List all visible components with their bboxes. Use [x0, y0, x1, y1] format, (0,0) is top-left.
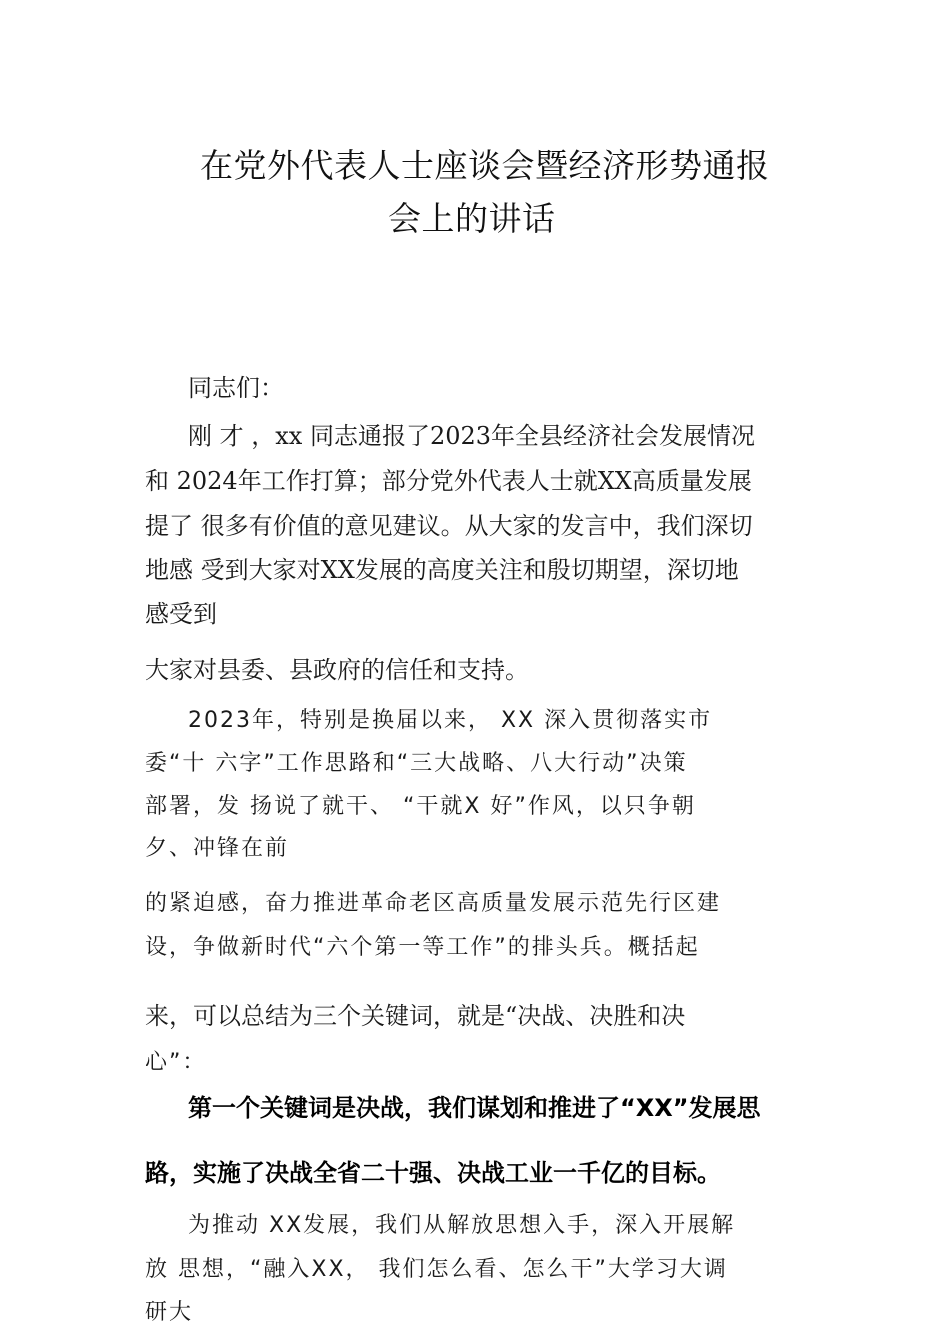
paragraph-line: 和 2024年工作打算；部分党外代表人士就XX高质量发展: [145, 467, 752, 495]
document-title-line-2: 会上的讲话: [388, 199, 556, 238]
paragraph-line: 夕、冲锋在前: [145, 836, 290, 861]
paragraph-line: 心”：: [145, 1050, 207, 1075]
paragraph-line: 2023年，特别是换届以来， XX 深入贯彻落实市: [188, 708, 713, 733]
paragraph-line: 放 思想，“融入XX， 我们怎么看、怎么干”大学习大调: [145, 1257, 728, 1282]
paragraph-line: 大家对县委、县政府的信任和支持。: [145, 656, 529, 684]
paragraph-line: 刚 才 ，xx 同志通报了2023年全县经济社会发展情况: [188, 422, 756, 450]
paragraph-line: 来，可以总结为三个关键词，就是“决战、决胜和决: [145, 1002, 686, 1030]
paragraph-line: 的紧迫感，奋力推进革命老区高质量发展示范先行区建: [145, 891, 722, 916]
paragraph-line: 感受到: [145, 600, 217, 628]
paragraph-line: 设，争做新时代“六个第一等工作”的排头兵。概括起: [145, 935, 700, 960]
section-heading-line: 第一个关键词是决战，我们谋划和推进了“XX”发展思: [188, 1094, 761, 1122]
paragraph-line: 为推动 XX发展，我们从解放思想入手，深入开展解: [188, 1213, 736, 1238]
paragraph-line: 提了 很多有价值的意见建议。从大家的发言中，我们深切: [145, 512, 753, 540]
paragraph-line: 研大: [145, 1300, 194, 1325]
document-title-line-1: 在党外代表人士座谈会暨经济形势通报: [200, 146, 770, 185]
paragraph-line: 委“十 六字”工作思路和“三大战略、八大行动”决策: [145, 751, 688, 776]
section-heading-line: 路，实施了决战全省二十强、决战工业一千亿的目标。: [145, 1159, 721, 1187]
paragraph-line: 地感 受到大家对XX发展的高度关注和殷切期望，深切地: [145, 556, 739, 584]
salutation: 同志们：: [188, 374, 284, 402]
paragraph-line: 部署，发 扬说了就干、 “干就Ⅹ 好”作风，以只争朝: [145, 794, 696, 819]
